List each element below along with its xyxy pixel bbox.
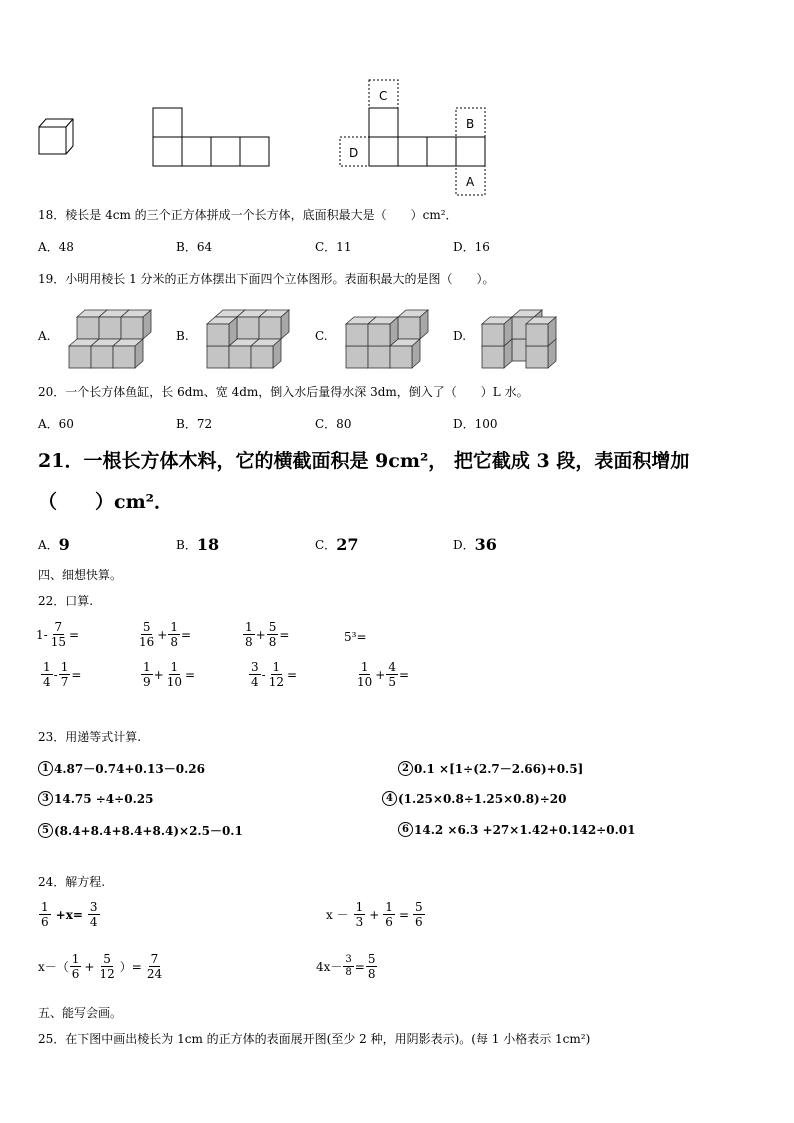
- q22-a-suffix: =: [68, 627, 80, 642]
- q24-eq3-n2: 5: [103, 952, 111, 966]
- q24-eq3-d3: 24: [146, 967, 163, 981]
- q24-eq3-frac2: [97, 952, 116, 981]
- section-four-title: 四、细想快算。: [38, 568, 123, 582]
- q18-stem: 18．棱长是 4cm 的三个正方体拼成一个长方体，底面积最大是（ ）cm²．: [38, 208, 458, 222]
- q22-c-n2: 5: [268, 620, 277, 634]
- q22-e-frac1: [41, 660, 53, 689]
- q18-option-b: B．64: [176, 240, 213, 254]
- q20-option-b: B．72: [176, 417, 213, 431]
- q22-h-op: +: [375, 667, 386, 682]
- cube-drawing: [39, 119, 73, 154]
- q19-label-a: A.: [38, 329, 51, 343]
- q22-h-frac1: [355, 660, 374, 689]
- q24-eq2-eq: =: [398, 907, 409, 922]
- q23-item-4-number: 4: [382, 791, 397, 806]
- net-label-c: C: [379, 89, 388, 103]
- q23-item-2-expr: 0.1 ×[1÷(2.7－2.66)+0.5]: [414, 762, 584, 776]
- q24-eq4-eq: =: [354, 959, 365, 974]
- q23-item-3-expr: 14.75 ÷4÷0.25: [54, 791, 154, 806]
- q22-item-c: [242, 620, 289, 649]
- q22-h-frac2: [386, 660, 398, 689]
- q19-shape-a: [65, 300, 160, 375]
- q24-eq2-op: +: [369, 907, 380, 922]
- q22-h-n2: 4: [388, 660, 396, 674]
- q24-title: 24．解方程.: [38, 875, 106, 889]
- q24-eq2-d1: 3: [355, 915, 364, 929]
- q19-label-d: D.: [453, 329, 467, 343]
- q19-stem: 19．小明用棱长 1 分米的正方体摆出下面四个立体图形。表面积最大的是图（ ）。: [38, 272, 495, 286]
- q24-eq2-frac2: [383, 900, 395, 929]
- q22-g-d1: 4: [251, 675, 259, 689]
- q21-option-a-letter: A．: [38, 538, 59, 552]
- q24-eq2-frac1: [354, 900, 366, 929]
- q22-f-op: +: [153, 667, 164, 682]
- q24-eq2-d3: 6: [415, 915, 423, 929]
- q24-eq4-d1: 8: [345, 967, 352, 978]
- q22-b-n1: 5: [142, 620, 151, 634]
- net-label-d: D: [349, 146, 359, 160]
- q22-a-d1: 15: [50, 635, 66, 649]
- q23-item-3: [38, 791, 153, 806]
- q22-f-n1: 1: [143, 660, 151, 674]
- q18-option-d: D．16: [453, 240, 490, 254]
- q19-shape-c: [342, 300, 437, 375]
- q22-g-n1: 3: [251, 660, 259, 674]
- q23-item-2-number: 2: [398, 761, 413, 776]
- q24-eq4-pre: 4x－: [316, 960, 343, 974]
- q23-title: 23．用递等式计算.: [38, 730, 142, 744]
- q23-item-1-expr: 4.87－0.74+0.13－0.26: [54, 762, 205, 776]
- q19-shape-d: [478, 300, 573, 375]
- q23-item-4-expr: (1.25×0.8÷1.25×0.8)÷20: [398, 791, 567, 806]
- q22-h-d2: 5: [388, 675, 396, 689]
- q22-g-frac2: [267, 660, 286, 689]
- q22-h-suffix: =: [398, 667, 410, 682]
- q22-e-d2: 7: [60, 675, 69, 689]
- q21-stem-line1: 21．一根长方体木料，它的横截面积是 9cm²， 把它截成 3 段，表面积增加: [38, 450, 690, 472]
- q17-figure: [30, 75, 500, 200]
- q24-eq4-frac1: [343, 954, 353, 979]
- q22-g-suffix: =: [286, 667, 298, 682]
- q19-shape-b: [203, 300, 298, 375]
- q23-item-6-number: 6: [398, 822, 413, 837]
- q22-b-frac1: [137, 620, 156, 649]
- q22-c-suffix: =: [279, 627, 290, 642]
- q18-option-a: A．48: [38, 240, 74, 254]
- q21-option-a-value: 9: [58, 535, 70, 554]
- q23-item-5: [38, 822, 243, 839]
- q22-e-frac2: [59, 660, 71, 689]
- q18-option-c: C．11: [315, 240, 352, 254]
- q24-eq3-post: ）=: [119, 960, 142, 974]
- q24-eq2: [326, 900, 426, 929]
- q23-item-4: [382, 791, 566, 806]
- q23-item-6-expr: 14.2 ×6.3 +27×1.42+0.142÷0.01: [414, 822, 636, 837]
- q21-option-b-letter: B．: [176, 538, 197, 552]
- q22-b-d1: 16: [139, 635, 155, 649]
- q22-item-d: 5³=: [344, 630, 367, 644]
- q22-a-n1: 7: [54, 620, 63, 634]
- q22-f-d1: 9: [143, 675, 151, 689]
- q22-h-n1: 1: [360, 660, 369, 674]
- q24-eq2-n1: 1: [355, 900, 364, 914]
- q24-eq1-frac2: [88, 900, 100, 929]
- q20-option-c: C．80: [315, 417, 352, 431]
- q24-eq1-frac1: [39, 900, 51, 929]
- q22-e-n1: 1: [43, 660, 51, 674]
- q23-item-5-number: 5: [38, 823, 53, 838]
- q24-eq3-pre: x－（: [38, 960, 69, 974]
- q24-eq3-n1: 1: [71, 952, 80, 966]
- q23-item-5-expr: (8.4+8.4+8.4+8.4)×2.5－0.1: [54, 824, 243, 838]
- q22-c-frac2: [267, 620, 279, 649]
- q22-b-op: +: [157, 627, 168, 642]
- q20-stem: 20．一个长方体鱼缸，长 6dm、宽 4dm，倒入水后量得水深 3dm，倒入了（ ）L 水。: [38, 385, 529, 399]
- q23-item-6: [398, 822, 635, 837]
- q24-eq2-pre: x －: [326, 908, 349, 922]
- q24-eq1-d1: 6: [41, 915, 49, 929]
- q21-option-d-letter: D．: [453, 538, 475, 552]
- q22-f-d2: 10: [166, 675, 182, 689]
- q21-option-b: [176, 535, 219, 554]
- q24-eq3-frac3: [145, 952, 164, 981]
- q24-eq2-n3: 5: [415, 900, 423, 914]
- q22-g-n2: 1: [272, 660, 281, 674]
- q24-eq1-n1: 1: [41, 900, 49, 914]
- q22-f-suffix: =: [184, 667, 196, 682]
- q24-eq1-n2: 3: [89, 900, 98, 914]
- q23-item-1: [38, 760, 205, 777]
- q24-eq1-d2: 4: [89, 915, 98, 929]
- q22-b-n2: 1: [170, 620, 178, 634]
- q23-item-2: [398, 760, 583, 777]
- q22-f-frac2: [165, 660, 184, 689]
- net-label-b: B: [466, 117, 475, 131]
- q22-c-d1: 8: [245, 635, 253, 649]
- q19-label-b: B.: [176, 329, 189, 343]
- q22-item-f: [140, 660, 195, 689]
- q20-option-d: D．100: [453, 417, 498, 431]
- q22-g-op: -: [261, 667, 266, 682]
- q22-e-d1: 4: [43, 675, 51, 689]
- q22-f-frac1: [141, 660, 153, 689]
- q22-g-frac1: [249, 660, 261, 689]
- q22-item-b: [136, 620, 191, 649]
- q24-eq3-n3: 7: [150, 952, 159, 966]
- net-label-a: A: [466, 175, 475, 189]
- q22-e-suffix: =: [71, 667, 82, 682]
- q24-eq4-frac2: [366, 952, 378, 981]
- q22-c-n1: 1: [245, 620, 253, 634]
- section-five-title: 五、能写会画。: [38, 1006, 123, 1020]
- q24-eq4-n1: 3: [345, 954, 352, 965]
- q23-item-3-number: 3: [38, 791, 53, 806]
- q24-eq4: [316, 952, 378, 981]
- q23-item-1-number: 1: [38, 761, 53, 776]
- q24-eq1-mid: +x=: [55, 907, 83, 922]
- q22-item-e: [40, 660, 81, 689]
- q22-a-frac: [49, 620, 68, 649]
- q21-option-a: [38, 535, 70, 554]
- q24-eq2-d2: 6: [385, 915, 393, 929]
- q21-stem-line2: （ ）cm²．: [38, 491, 173, 513]
- q19-label-c: C.: [315, 329, 328, 343]
- q24-eq3: [38, 952, 165, 981]
- q24-eq2-n2: 1: [385, 900, 393, 914]
- q24-eq3-d1: 6: [71, 967, 80, 981]
- q22-c-d2: 8: [268, 635, 277, 649]
- q22-e-n2: 1: [60, 660, 69, 674]
- q22-h-d1: 10: [357, 675, 373, 689]
- q21-option-c-value: 27: [336, 535, 359, 554]
- q22-b-d2: 8: [170, 635, 178, 649]
- q22-g-d2: 12: [268, 675, 284, 689]
- q22-item-g: [248, 660, 297, 689]
- q22-f-n2: 1: [170, 660, 179, 674]
- q21-option-d: [453, 535, 497, 554]
- q24-eq3-frac1: [70, 952, 82, 981]
- q22-title: 22．口算.: [38, 594, 94, 608]
- q22-b-suffix: =: [180, 627, 192, 642]
- net-one: [153, 108, 269, 166]
- q24-eq4-n2: 5: [367, 952, 376, 966]
- q20-option-a: A．60: [38, 417, 74, 431]
- q25-stem: 25．在下图中画出棱长为 1cm 的正方体的表面展开图(至少 2 种，用阴影表示)。(每 1 小格表示 1cm²): [38, 1032, 591, 1046]
- q24-eq2-frac3: [413, 900, 425, 929]
- q21-option-c: [315, 535, 358, 554]
- q22-item-h: [354, 660, 409, 689]
- q24-eq3-d2: 12: [99, 967, 115, 981]
- q22-b-frac2: [168, 620, 180, 649]
- q22-a-prefix: 1-: [36, 627, 48, 642]
- q22-item-a: [36, 620, 79, 649]
- q24-eq4-d2: 8: [367, 967, 376, 981]
- q21-option-c-letter: C．: [315, 538, 337, 552]
- q22-c-op: +: [255, 627, 266, 642]
- q21-option-b-value: 18: [196, 535, 220, 554]
- q24-eq1: [38, 900, 101, 929]
- q24-eq3-op: +: [84, 959, 95, 974]
- q21-option-d-value: 36: [474, 535, 497, 554]
- q22-c-frac1: [243, 620, 255, 649]
- q22-e-op: -: [53, 667, 58, 682]
